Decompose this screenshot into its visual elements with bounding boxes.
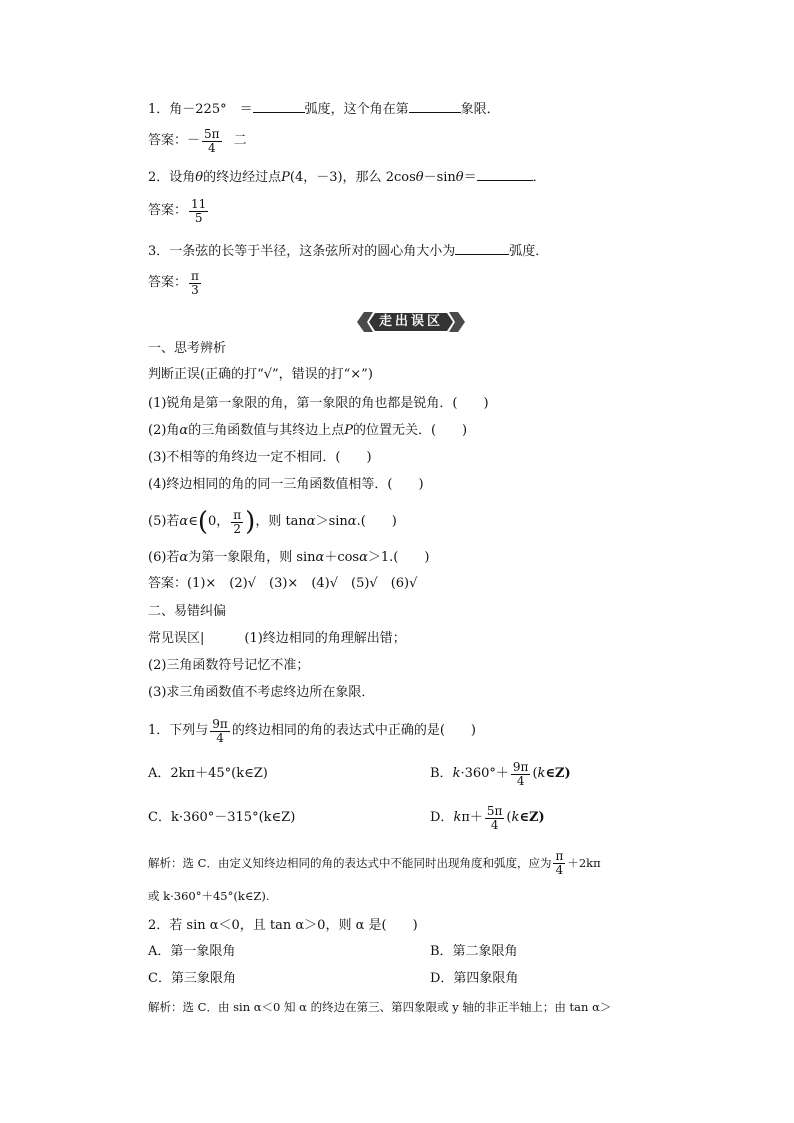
- fraction: $\frac{5\pi}{4}$: [204, 126, 220, 155]
- option-d: D． k π＋ $\frac{5\pi}{4}$ ( k ∈Z): [430, 803, 545, 832]
- problem-2-stem: 2．若 sin α＜0，且 tan α＞0，则 α 是( ): [148, 918, 418, 933]
- instruction: 判断正误(正确的打“√”，错误的打“×”): [148, 367, 373, 382]
- judge-item-6: (6)若α为第一象限角，则 sinα＋cosα＞1.( ): [148, 550, 430, 565]
- fraction: $\frac{11}{5}$: [191, 196, 207, 225]
- option-c: C．k·360°－315°(k∈Z): [148, 810, 296, 825]
- common-mistakes: 常见误区| (1)终边相同的角理解出错；: [148, 631, 406, 646]
- problem-1-stem: 1．下列与 $\frac{9\pi}{4}$ 的终边相同的角的表达式中正确的是( ): [148, 716, 476, 745]
- answer-3: 答案： $\frac{\pi}{3}$: [148, 268, 199, 297]
- option-c: C．第三象限角: [148, 971, 236, 986]
- answer-1: 答案： － $\frac{5\pi}{4}$ 二: [148, 126, 247, 155]
- solution-2: 解析：选 C．由 sin α＜0 知 α 的终边在第三、第四象限或 y 轴的非正半轴上；由 tan α＞: [148, 1000, 612, 1014]
- section-heading-2: 二、易错纠偏: [148, 604, 227, 619]
- judge-item-5: (5)若 α ∈ ( 0， $\frac{\pi}{2}$ ) ，则 tan α ＞sin α .( ): [148, 507, 397, 537]
- judge-item-3: (3)不相等的角终边一定不相同．( ): [148, 450, 372, 465]
- answer-blank: [477, 166, 533, 181]
- fraction: $\frac{5\pi}{4}$: [486, 803, 503, 832]
- answers-judge: 答案：(1)× (2)√ (3)× (4)√ (5)√ (6)√: [148, 576, 418, 591]
- mistake-3: (3)求三角函数值不考虑终边所在象限．: [148, 685, 375, 700]
- fraction: $\frac{\pi}{3}$: [191, 268, 199, 297]
- question-1: 1．角－225° ＝ 弧度，这个角在第 象限．: [148, 98, 500, 119]
- question-2: 2．设角θ的终边经过点P(4，－3)，那么 2cosθ－sinθ＝ ．: [148, 166, 546, 187]
- judge-item-2: (2)角α的三角函数值与其终边上点P的位置无关．( ): [148, 423, 468, 438]
- fraction: $\frac{9\pi}{4}$: [212, 716, 228, 745]
- question-3: 3．一条弦的长等于半径，这条弦所对的圆心角大小为 弧度．: [148, 240, 548, 261]
- fraction: $\frac{\pi}{4}$: [555, 848, 564, 877]
- option-a: A．第一象限角: [148, 944, 236, 959]
- section-banner: [357, 312, 465, 332]
- fraction: $\frac{9\pi}{4}$: [512, 759, 529, 788]
- option-a: A．2kπ＋45°(k∈Z): [148, 766, 268, 781]
- fraction: $\frac{\pi}{2}$: [233, 507, 242, 536]
- option-d: D．第四象限角: [430, 971, 519, 986]
- option-b: B． k ·360°＋ $\frac{9\pi}{4}$ ( k ∈Z): [430, 759, 571, 788]
- judge-item-4: (4)终边相同的角的同一三角函数值相等．( ): [148, 477, 424, 492]
- answer-2: 答案： $\frac{11}{5}$: [148, 196, 207, 225]
- answer-blank: [455, 240, 509, 255]
- answer-blank: [253, 98, 305, 113]
- section-heading-1: 一、思考辨析: [148, 341, 227, 356]
- banner-title: 走出误区: [378, 314, 443, 329]
- solution-1-cont: 或 k·360°＋45°(k∈Z).: [148, 889, 270, 903]
- judge-item-1: (1)锐角是第一象限的角，第一象限的角也都是锐角．( ): [148, 396, 489, 411]
- answer-blank: [409, 98, 461, 113]
- mistake-2: (2)三角函数符号记忆不准；: [148, 658, 310, 673]
- option-b: B．第二象限角: [430, 944, 518, 959]
- solution-1: 解析：选 C．由定义知终边相同的角的表达式中不能同时出现角度和弧度，应为 $\frac{\pi}{4}$ ＋2kπ: [148, 848, 601, 877]
